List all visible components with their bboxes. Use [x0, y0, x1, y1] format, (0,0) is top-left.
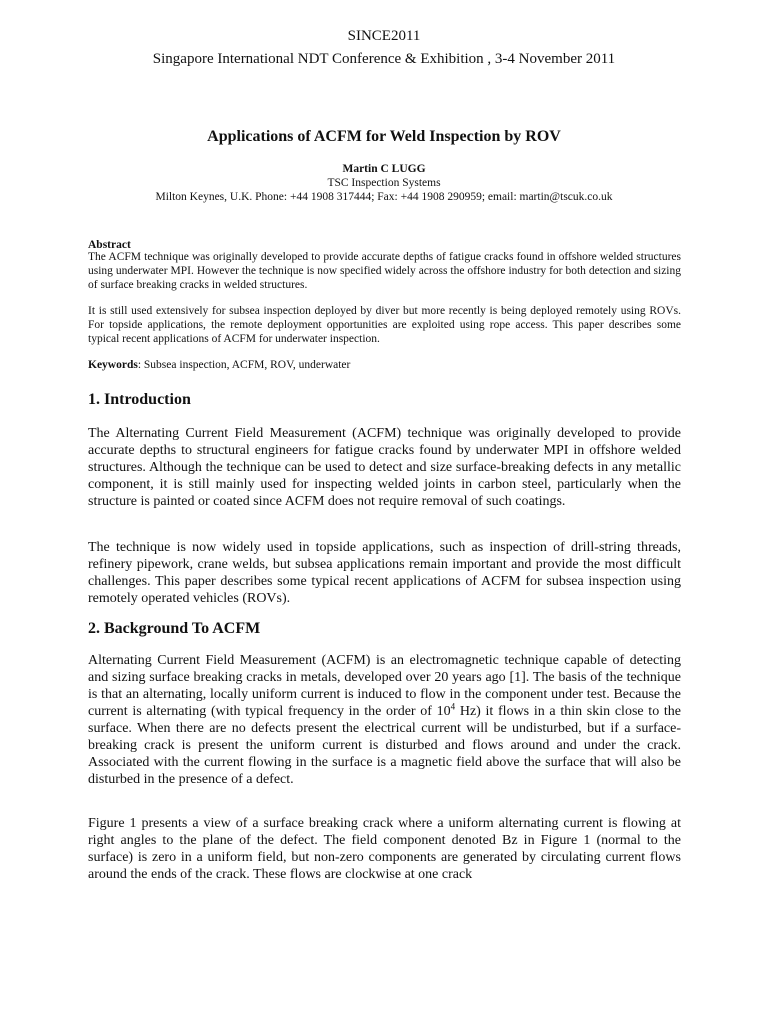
author-contact: Milton Keynes, U.K. Phone: +44 1908 317444; Fax: +44 1908 290959; email: martin@tscuk.co.uk [155, 191, 613, 203]
keywords-list: : Subsea inspection, ACFM, ROV, underwater [137, 359, 351, 371]
conference-id: SINCE2011 [347, 28, 421, 44]
section-heading-background: 2. Background To ACFM [88, 620, 261, 637]
abstract-paragraph-1: The ACFM technique was originally developed to provide accurate depths of fatigue cracks found in offshore welded structures using underwater MPI. However the technique is now specified widely across the offshore industry for both detection and sizing of surface breaking cracks in welded structures. [88, 251, 681, 291]
keywords-label: Keywords [88, 359, 138, 371]
abstract-paragraph-2: It is still used extensively for subsea inspection deployed by diver but more recently is being deployed remotely using ROVs. For topside applications, the remote deployment opportunities are exploited using rope access. This paper describes some typical recent applications of ACFM for underwater inspection. [88, 305, 681, 345]
abstract-heading: Abstract [88, 239, 131, 251]
background-paragraph-1 [88, 652, 681, 788]
introduction-paragraph-2: The technique is now widely used in topside applications, such as inspection of drill-string threads, refinery pipework, crane welds, but subsea applications remain important and provide the most difficult challenges. This paper describes some typical recent applications of ACFM for subsea inspection using remotely operated vehicles (ROVs). [88, 540, 681, 606]
frequency-base: 10 [436, 704, 451, 719]
author-organization: TSC Inspection Systems [327, 177, 441, 189]
introduction-paragraph-1: The Alternating Current Field Measurement (ACFM) technique was originally developed to provide accurate depths to structural engineers for fatigue cracks found by underwater MPI in offshore welded structures. Although the technique can be used to detect and size surface-breaking defects in any metallic component, it is still mainly used for inspecting welded joints in carbon steel, particularly when the structure is painted or coated since ACFM does not require removal of such coatings. [88, 426, 681, 509]
background-paragraph-2: Figure 1 presents a view of a surface breaking crack where a uniform alternating current is flowing at right angles to the plane of the defect. The field component denoted Bz in Figure 1 (normal to the surface) is zero in a uniform field, but non-zero components are generated by circulating current flows around the ends of the crack. These flows are clockwise at one crack [88, 816, 681, 882]
paper-title: Applications of ACFM for Weld Inspection by ROV [207, 128, 561, 145]
background-paragraph-1-part-a: Alternating Current Field Measurement (ACFM) is an electromagnetic technique capable of detecting and sizing surface breaking cracks in metals, developed over 20 years ago [1]. The basis of the technique is that an alternating, locally uniform current is induced to flow in the component under test. Because the current is alternating (with typical frequency in the order of [88, 653, 681, 719]
frequency-exponent: 4 [450, 701, 456, 712]
conference-name: Singapore International NDT Conference & Exhibition , 3-4 November 2011 [152, 51, 616, 67]
keywords-line [88, 358, 681, 372]
background-paragraph-1-part-b: Hz) it flows in a thin skin close to the surface. When there are no defects present the electrical current will be undisturbed, but if a surface-breaking crack is present the uniform current is disturbed and flows around and under the crack. Associated with the current flowing in the surface is a magnetic field above the surface that will also be disturbed in the presence of a defect. [88, 704, 682, 787]
author-name: Martin C LUGG [342, 163, 426, 175]
section-heading-introduction: 1. Introduction [88, 391, 191, 408]
